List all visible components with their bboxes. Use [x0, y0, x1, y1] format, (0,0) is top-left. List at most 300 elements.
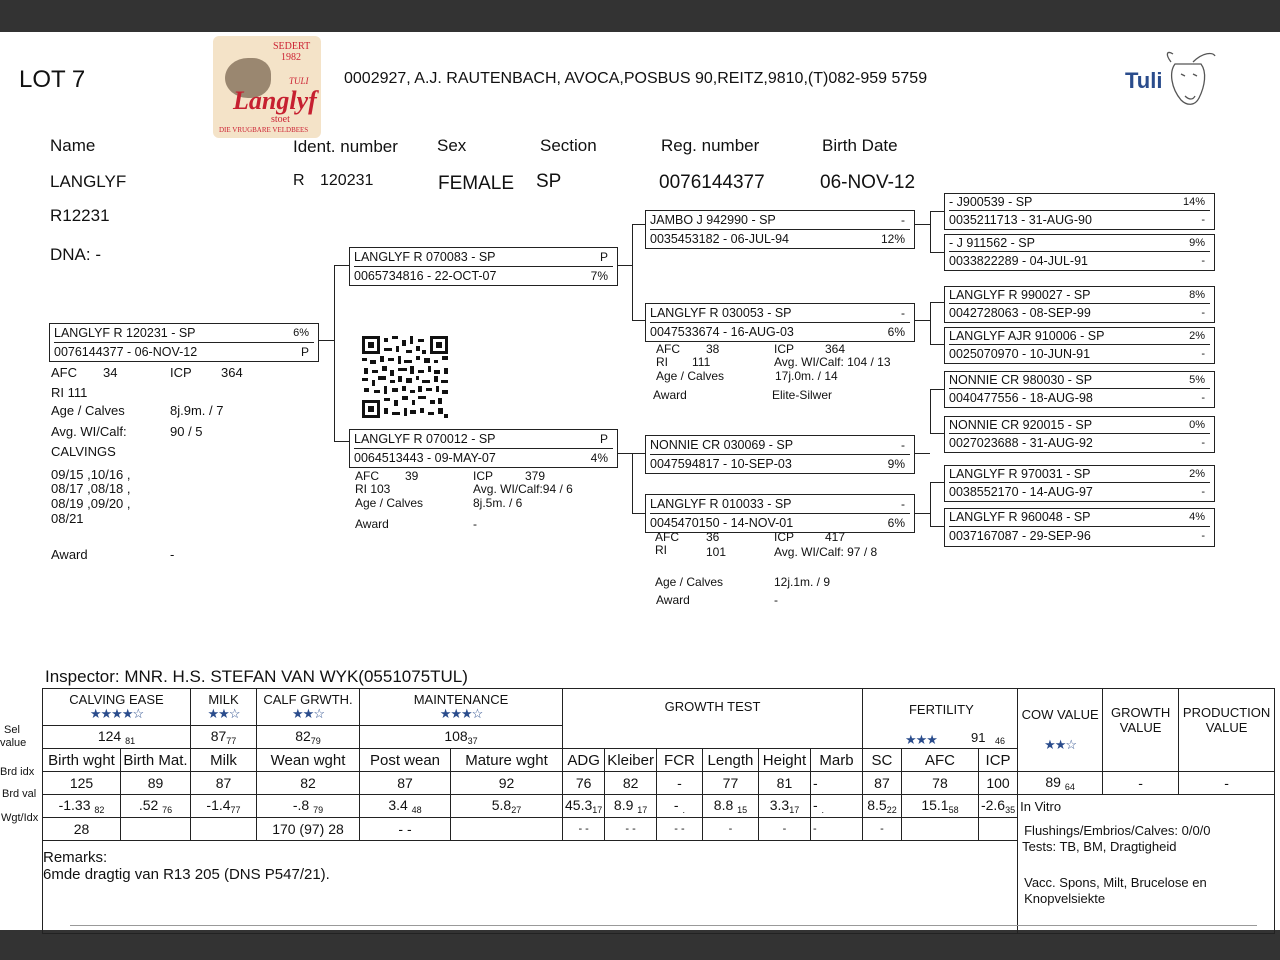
- sel-calf-growth: [257, 726, 360, 749]
- ggp-inbreeding: 4%: [1189, 511, 1205, 523]
- brd-val-cell: [901, 795, 978, 818]
- col-milk: Milk: [191, 749, 257, 772]
- dam-wi: Avg. WI/Calf:94 / 6: [473, 482, 573, 496]
- brd-val-sub: 27: [511, 805, 522, 815]
- brd-val-cell: [702, 795, 758, 818]
- col-marb: Marb: [810, 749, 862, 772]
- dam-award: -: [473, 517, 477, 531]
- col-adg: ADG: [563, 749, 605, 772]
- col-wean-wght: Wean wght: [257, 749, 360, 772]
- brd-val-sub: 22: [886, 805, 897, 815]
- brd-val-value: 5.8: [491, 797, 512, 813]
- ggp-inbreeding: 2%: [1189, 468, 1205, 480]
- brd-val-sub: 76: [162, 805, 173, 815]
- gp4-icp: 417: [825, 530, 846, 544]
- header-birth: Birth Date: [822, 136, 898, 155]
- sel-milk: [191, 726, 257, 749]
- pedigree-line: [318, 340, 334, 341]
- brd-val-row: [43, 795, 1275, 818]
- pedigree-line: [914, 453, 930, 454]
- ggp-inbreeding: 2%: [1189, 330, 1205, 342]
- side-label-value: value: [0, 737, 27, 749]
- wgt-idx-cell: -: [702, 818, 758, 841]
- subject-icp: 364: [221, 365, 243, 380]
- sel-calf-growth-value: 82: [295, 728, 311, 744]
- remarks-cell: [43, 841, 1018, 934]
- ggp-flag: -: [1201, 255, 1205, 267]
- wgt-idx-cell: [451, 818, 563, 841]
- sel-maintenance: [360, 726, 563, 749]
- brd-val-sub: 79: [313, 805, 324, 815]
- dam-icp: 379: [525, 469, 546, 483]
- gp-reg: 0047533674 - 16-AUG-03: [650, 325, 794, 339]
- ggp-flag: -: [1201, 486, 1205, 498]
- brd-val-value: 8.5: [867, 797, 887, 813]
- gp2-age-label: Age / Calves: [656, 369, 725, 383]
- evaluation-table: [42, 688, 1275, 934]
- brd-val-cell: [605, 795, 657, 818]
- sel-calving-ease: [43, 726, 191, 749]
- ggp-name: - J 911562 - SP: [949, 236, 1035, 250]
- gp2-afc: 38: [706, 342, 720, 356]
- pedigree-line: [334, 265, 349, 266]
- subject-ri: RI 111: [51, 385, 88, 400]
- brd-idx-cell: 82: [605, 772, 657, 795]
- pedigree-line: [632, 453, 645, 454]
- notes-spacer: [1022, 855, 1270, 875]
- logo-line1: SEDERT: [273, 41, 311, 52]
- brd-val-value: 15.1: [921, 797, 949, 813]
- qr-code: [362, 336, 448, 418]
- brd-idx-row: [43, 772, 1275, 795]
- brd-val-sub: 17: [592, 805, 603, 815]
- dam-flag: P: [599, 432, 608, 446]
- brd-idx-cell: -: [810, 772, 862, 795]
- ggp-reg: 0037167087 - 29-SEP-96: [949, 529, 1091, 543]
- pedigree-line: [914, 320, 930, 321]
- flushings: Flushings/Embrios/Calves: 0/0/0: [1024, 822, 1211, 838]
- wgt-idx-cell: - -: [360, 818, 451, 841]
- brd-idx-cell: 100: [978, 772, 1017, 795]
- sel-calf-growth-sub: 79: [310, 736, 321, 746]
- cow-value-stars: ★★☆: [1044, 737, 1077, 752]
- ggp-reg: 0035211713 - 31-AUG-90: [949, 213, 1092, 227]
- wgt-idx-cell: [121, 818, 191, 841]
- ggp-flag: -: [1201, 530, 1205, 542]
- gp-inbreeding: 6%: [887, 516, 905, 530]
- sire-name: LANGLYF R 070083 - SP: [354, 250, 496, 264]
- header-ident: Ident. number: [293, 137, 398, 156]
- wgt-idx-cell: 170 (97) 28: [257, 818, 360, 841]
- ggp-flag: -: [1201, 348, 1205, 360]
- col-height: Height: [758, 749, 810, 772]
- gp2-wi: Avg. WI/Calf: 104 / 13: [774, 355, 891, 369]
- calving-ease-label: CALVING EASE: [69, 692, 164, 707]
- pedigree-line: [930, 252, 944, 253]
- gp-flag: -: [901, 438, 905, 452]
- brd-val-cell: [656, 795, 702, 818]
- subject-box: [49, 323, 319, 362]
- side-label-sel: Sel: [4, 724, 20, 736]
- pedigree-line: [930, 302, 944, 303]
- brd-val-value: -1.4: [206, 797, 231, 813]
- gp4-age: 12j.1m. / 9: [774, 575, 831, 589]
- production-value-idx: -: [1179, 772, 1275, 795]
- ggp-flag: -: [1201, 307, 1205, 319]
- brd-val-sub: 82: [94, 805, 105, 815]
- wgt-idx-cell: -: [862, 818, 901, 841]
- fertility-sel: 91: [970, 729, 986, 745]
- brd-val-cell: [978, 795, 1017, 818]
- calvings-line: 08/17 ,08/18 ,: [51, 481, 131, 496]
- cow-idx-value: 89: [1045, 774, 1061, 790]
- sel-calving-ease-value: 124: [97, 728, 122, 744]
- gp-flag: -: [901, 497, 905, 511]
- dam-age-label: Age / Calves: [355, 496, 424, 510]
- notes-cell: [1018, 818, 1275, 934]
- logo-tagline: DIE VRUGBARE VELDBEES: [219, 126, 309, 134]
- cow-value-idx: [1018, 772, 1103, 795]
- animal-reg: 0076144377: [659, 172, 765, 193]
- great-grandparent-box: [944, 371, 1215, 408]
- header-reg: Reg. number: [661, 136, 760, 155]
- gp2-award: Elite-Silwer: [772, 388, 833, 402]
- side-label-brd-val: Brd val: [2, 788, 37, 800]
- dam-name: LANGLYF R 070012 - SP: [354, 432, 496, 446]
- gp4-icp-label: ICP: [774, 530, 795, 544]
- fertility-stars: ★★★: [904, 731, 937, 747]
- pedigree-line: [334, 441, 349, 442]
- logo-line3: TULI: [289, 76, 309, 86]
- ggp-inbreeding: 5%: [1189, 374, 1205, 386]
- dam-ri: RI 103: [355, 482, 391, 496]
- gp4-award: -: [774, 593, 778, 607]
- calf-growth-label: CALF GRWTH.: [263, 692, 353, 707]
- animal-dna: DNA: -: [50, 245, 101, 264]
- pedigree-line: [617, 453, 632, 454]
- ggp-reg: 0027023688 - 31-AUG-92: [949, 436, 1093, 450]
- gp2-age: 17j.0m. / 14: [775, 369, 838, 383]
- gp-name: LANGLYF R 030053 - SP: [650, 306, 792, 320]
- brd-idx-cell: 82: [257, 772, 360, 795]
- ggp-inbreeding: 0%: [1189, 419, 1205, 431]
- brd-val-value: -: [812, 797, 818, 813]
- brd-val-value: 3.3: [769, 797, 790, 813]
- ggp-reg: 0033822289 - 04-JUL-91: [949, 254, 1088, 268]
- subject-inbreeding: 6%: [293, 327, 309, 339]
- in-vitro: In Vitro: [1018, 795, 1275, 818]
- sire-reg: 0065734816 - 22-OCT-07: [354, 269, 497, 283]
- dam-afc-label: AFC: [355, 469, 379, 483]
- ggp-name: LANGLYF R 970031 - SP: [949, 467, 1091, 481]
- great-grandparent-box: [944, 286, 1215, 323]
- wgt-idx-cell: - -: [563, 818, 605, 841]
- brd-val-value: 45.3: [565, 797, 593, 813]
- cow-value-label: COW VALUE: [1021, 707, 1099, 722]
- subject-age: 8j.9m. / 7: [170, 403, 224, 418]
- pedigree-line: [930, 389, 931, 433]
- brd-idx-cell: 78: [901, 772, 978, 795]
- milk-stars: ★★☆: [207, 706, 240, 721]
- tests: Tests: TB, BM, Dragtigheid: [1022, 838, 1177, 854]
- animal-birth: 06-NOV-12: [820, 172, 916, 193]
- maintenance-header: [360, 689, 563, 726]
- brd-val-value: 3.4: [388, 797, 408, 813]
- sire-flag: P: [599, 250, 608, 264]
- gp-flag: -: [901, 306, 905, 320]
- pedigree-line: [930, 211, 931, 252]
- pedigree-line: [930, 211, 944, 212]
- gp-reg: 0035453182 - 06-JUL-94: [650, 232, 789, 246]
- growth-value-idx: -: [1103, 772, 1179, 795]
- grandparent-box: [645, 435, 915, 474]
- brd-val-cell: [191, 795, 257, 818]
- gp4-wi: Avg. WI/Calf: 97 / 8: [774, 545, 878, 559]
- wgt-idx-cell: [191, 818, 257, 841]
- pedigree-line: [930, 526, 944, 527]
- gp4-award-label: Award: [656, 593, 690, 607]
- remarks-text: 6mde dragtig van R13 205 (DNS P547/21).: [43, 866, 330, 883]
- brd-val-sub: 77: [230, 805, 241, 815]
- gp4-ri-label: RI: [655, 543, 667, 557]
- subject-award-label: Award: [51, 547, 88, 562]
- growth-test-header: GROWTH TEST: [563, 689, 863, 749]
- subject-award: -: [170, 547, 175, 562]
- brd-val-cell: [758, 795, 810, 818]
- gp-inbreeding: 12%: [880, 232, 905, 246]
- sel-maintenance-sub: 37: [467, 736, 478, 746]
- tuli-brand: Tuli: [1125, 68, 1163, 93]
- col-kleiber: Kleiber: [605, 749, 657, 772]
- brd-val-value: 8.8: [713, 797, 734, 813]
- great-grandparent-box: [944, 508, 1215, 547]
- animal-sex: FEMALE: [438, 173, 515, 194]
- animal-ident-prefix: R: [293, 172, 305, 189]
- ggp-name: NONNIE CR 920015 - SP: [949, 418, 1093, 432]
- gp4-afc: 36: [706, 530, 720, 544]
- col-mature-wght: Mature wght: [451, 749, 563, 772]
- brd-idx-cell: 87: [862, 772, 901, 795]
- ggp-flag: -: [1201, 214, 1205, 226]
- ggp-flag: -: [1201, 392, 1205, 404]
- gp-name: NONNIE CR 030069 - SP: [650, 438, 794, 452]
- pedigree-line: [334, 265, 335, 441]
- ggp-reg: 0025070970 - 10-JUN-91: [949, 347, 1091, 361]
- brd-val-cell: [257, 795, 360, 818]
- subject-afc-label: AFC: [51, 365, 77, 380]
- brd-idx-cell: 92: [451, 772, 563, 795]
- tuli-logo: [1125, 48, 1221, 114]
- remarks-label: Remarks:: [43, 849, 108, 866]
- calf-growth-stars: ★★☆: [292, 706, 324, 721]
- wgt-idx-cell: 28: [43, 818, 121, 841]
- brd-idx-cell: 87: [191, 772, 257, 795]
- brd-val-sub: .: [682, 805, 685, 815]
- dam-age: 8j.5m. / 6: [473, 496, 523, 510]
- calvings-label: CALVINGS: [51, 444, 116, 459]
- bottom-bar: [0, 930, 1280, 960]
- brd-val-cell: [810, 795, 862, 818]
- calvings-line: 08/19 ,09/20 ,: [51, 496, 131, 511]
- pedigree-line: [930, 344, 944, 345]
- pedigree-line: [632, 453, 633, 513]
- gp4-afc-label: AFC: [655, 530, 679, 544]
- calf-growth-header: [257, 689, 360, 726]
- brd-idx-cell: 77: [702, 772, 758, 795]
- footer-rule: [70, 925, 1257, 926]
- gp4-ri: 101: [706, 545, 727, 559]
- pedigree-line: [930, 389, 944, 390]
- ggp-name: - J900539 - SP: [949, 195, 1033, 209]
- pedigree-line: [617, 265, 632, 266]
- animal-name: LANGLYF: [50, 172, 127, 191]
- header-section: Section: [540, 136, 597, 155]
- vaccinations-cont: Knopvelsiekte: [1024, 890, 1106, 906]
- brd-val-value: -: [673, 797, 679, 813]
- inspector: Inspector: MNR. H.S. STEFAN VAN WYK(0551075TUL): [45, 667, 468, 686]
- ggp-name: LANGLYF AJR 910006 - SP: [949, 329, 1105, 343]
- wgt-idx-cell: - -: [605, 818, 657, 841]
- gp-flag: -: [901, 213, 905, 227]
- ggp-name: LANGLYF R 990027 - SP: [949, 288, 1091, 302]
- maintenance-stars: ★★★☆: [439, 706, 483, 721]
- brd-val-sub: 17: [637, 805, 648, 815]
- calvings-line: 08/21: [51, 511, 84, 526]
- gp-inbreeding: 9%: [887, 457, 905, 471]
- fertility-label: FERTILITY: [908, 701, 974, 717]
- brd-val-sub: 48: [411, 805, 422, 815]
- col-birth-mat: Birth Mat.: [121, 749, 191, 772]
- brd-val-sub: 58: [948, 805, 959, 815]
- ggp-inbreeding: 14%: [1182, 196, 1205, 208]
- ggp-name: NONNIE CR 980030 - SP: [949, 373, 1093, 387]
- pedigree-line: [930, 482, 931, 526]
- dam-reg: 0064513443 - 09-MAY-07: [354, 451, 496, 465]
- calving-ease-stars: ★★★★☆: [89, 706, 144, 721]
- dam-award-label: Award: [355, 517, 389, 531]
- brd-idx-cell: 89: [121, 772, 191, 795]
- great-grandparent-box: [944, 327, 1215, 364]
- pedigree-line: [632, 513, 645, 514]
- brd-idx-cell: 81: [758, 772, 810, 795]
- gp-name: LANGLYF R 010033 - SP: [650, 497, 792, 511]
- grandparent-box: [645, 303, 915, 342]
- col-length: Length: [702, 749, 758, 772]
- brd-val-value: .52: [138, 797, 159, 813]
- side-label-brd-idx: Brd idx: [0, 766, 35, 778]
- brd-idx-cell: -: [656, 772, 702, 795]
- pedigree-line: [632, 224, 633, 320]
- subject-wi-label: Avg. WI/Calf:: [51, 424, 127, 439]
- pedigree-line: [914, 224, 930, 225]
- langlyf-logo: [213, 36, 321, 138]
- animal-code: R12231: [50, 206, 110, 225]
- pedigree-line: [930, 482, 944, 483]
- ggp-reg: 0042728063 - 08-SEP-99: [949, 306, 1091, 320]
- fertility-header: [862, 689, 1017, 749]
- header-name: Name: [50, 136, 96, 155]
- vaccinations: Vacc. Spons, Milt, Brucelose en: [1024, 874, 1207, 890]
- brd-val-cell: [121, 795, 191, 818]
- logo-line2: 1982: [281, 52, 301, 63]
- subject-wi: 90 / 5: [170, 424, 203, 439]
- subject-age-label: Age / Calves: [51, 403, 125, 418]
- subject-name: LANGLYF R 120231 - SP: [54, 326, 196, 340]
- cow-idx-sub: 64: [1064, 782, 1075, 792]
- brd-val-cell: [43, 795, 121, 818]
- production-value-header: PRODUCTION VALUE: [1179, 689, 1275, 772]
- subject-icp-label: ICP: [170, 365, 192, 380]
- gp-reg: 0047594817 - 10-SEP-03: [650, 457, 792, 471]
- subject-reg: 0076144377 - 06-NOV-12: [54, 345, 198, 359]
- cow-icon: [1163, 48, 1219, 110]
- dam-inbreeding: 4%: [590, 451, 608, 465]
- header-sex: Sex: [437, 136, 467, 155]
- top-bar: [0, 0, 1280, 32]
- calvings-line: 09/15 ,10/16 ,: [51, 467, 131, 482]
- sire-box: [349, 247, 618, 286]
- great-grandparent-box: [944, 465, 1215, 502]
- gp2-award-label: Award: [653, 388, 687, 402]
- milk-header: [191, 689, 257, 726]
- sel-milk-sub: 77: [226, 736, 237, 746]
- ggp-reg: 0040477556 - 18-AUG-98: [949, 391, 1093, 405]
- brd-idx-cell: 87: [360, 772, 451, 795]
- pedigree-line: [930, 433, 944, 434]
- animal-ident: 120231: [320, 172, 374, 189]
- brd-val-cell: [862, 795, 901, 818]
- pedigree-line: [632, 224, 645, 225]
- dam-afc: 39: [405, 469, 419, 483]
- gp-name: JAMBO J 942990 - SP: [650, 213, 776, 227]
- col-post-wean: Post wean: [360, 749, 451, 772]
- grandparent-box: [645, 210, 915, 249]
- ggp-name: LANGLYF R 960048 - SP: [949, 510, 1091, 524]
- sire-inbreeding: 7%: [590, 269, 608, 283]
- ggp-inbreeding: 9%: [1189, 237, 1205, 249]
- ggp-reg: 0038552170 - 14-AUG-97: [949, 485, 1093, 499]
- milk-label: MILK: [208, 692, 239, 707]
- wgt-idx-cell: - -: [656, 818, 702, 841]
- col-icp: ICP: [978, 749, 1017, 772]
- brd-idx-cell: 125: [43, 772, 121, 795]
- great-grandparent-box: [944, 193, 1215, 230]
- brd-val-value: -1.33: [58, 797, 91, 813]
- brd-val-sub: 15: [737, 805, 748, 815]
- wgt-idx-cell: -: [810, 818, 862, 841]
- gp2-ri-label: RI: [656, 355, 668, 369]
- gp2-ri: 111: [692, 355, 711, 369]
- sel-maintenance-value: 108: [444, 728, 468, 744]
- brd-val-value: 8.9: [613, 797, 634, 813]
- brd-val-sub: 35: [1005, 805, 1016, 815]
- brd-val-cell: [451, 795, 563, 818]
- side-label-wgt-idx: Wgt/Idx: [1, 812, 39, 824]
- gp2-icp: 364: [825, 342, 846, 356]
- grandparent-box: [645, 494, 915, 533]
- gp-inbreeding: 6%: [887, 325, 905, 339]
- gp-reg: 0045470150 - 14-NOV-01: [650, 516, 794, 530]
- pedigree-line: [914, 513, 930, 514]
- ggp-flag: -: [1201, 437, 1205, 449]
- growth-value-header: GROWTH VALUE: [1103, 689, 1179, 772]
- calving-ease-header: [43, 689, 191, 726]
- brd-val-cell: [360, 795, 451, 818]
- cow-value-header: [1018, 689, 1103, 772]
- brd-val-value: -.8: [292, 797, 310, 813]
- gp4-age-label: Age / Calves: [655, 575, 724, 589]
- wgt-idx-row: [43, 818, 1275, 841]
